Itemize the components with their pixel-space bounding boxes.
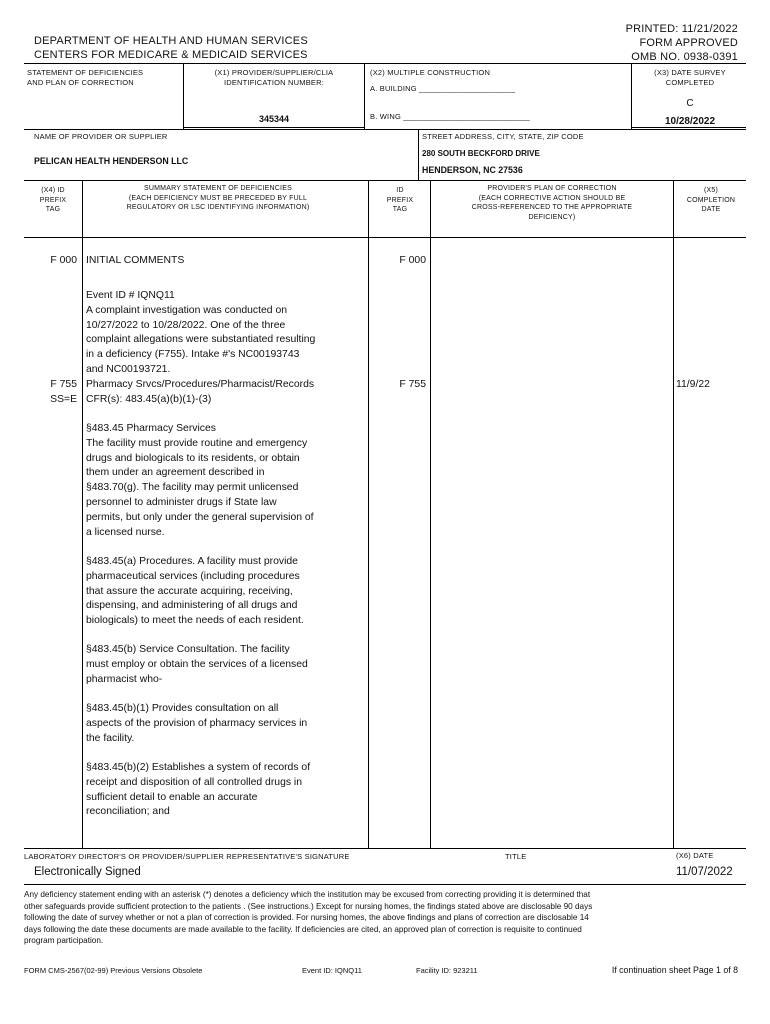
vline-col-tag bbox=[82, 180, 83, 848]
f755-tag: F 755 SS=E bbox=[50, 379, 77, 405]
intro-text: Event ID # IQNQ11 A complaint investigation was conducted on 10/27/2022 to 10/28/2022. One of the three complaint allegations were substantiated resulting in a deficiency (F755). Intake #'s NC00193743 and NC00193721. bbox=[86, 290, 316, 375]
vline-col-summary bbox=[368, 180, 369, 848]
x2-label: (X2) MULTIPLE CONSTRUCTION bbox=[370, 68, 491, 77]
survey-completed-date: 10/28/2022 bbox=[664, 116, 716, 127]
signature-label: LABORATORY DIRECTOR'S OR PROVIDER/SUPPLIER REPRESENTATIVE'S SIGNATURE bbox=[24, 852, 350, 861]
vline-x1 bbox=[183, 63, 184, 129]
address-line2: HENDERSON, NC 27536 bbox=[422, 165, 523, 175]
address-line1: 280 SOUTH BECKFORD DRIVE bbox=[422, 149, 540, 158]
dept-line2: CENTERS FOR MEDICARE & MEDICAID SERVICES bbox=[34, 49, 308, 61]
form-approval-block bbox=[626, 22, 738, 64]
rule-columns-bottom bbox=[24, 237, 746, 238]
paragraph-pharmacy-services: §483.45 Pharmacy Services The facility must provide routine and emergency drugs and biologicals to its residents, or obtain them under an agreement described in §483.70(g). The facility may permit unlicensed personnel to administer drugs if State law permits, but only under the general supervision of a licensed nurse. bbox=[86, 423, 314, 538]
f000-id: F 000 bbox=[399, 255, 426, 266]
department-title bbox=[34, 34, 308, 62]
vline-col-id bbox=[430, 180, 431, 848]
rule-top bbox=[24, 63, 746, 64]
survey-code: C bbox=[686, 98, 694, 109]
rule-signature-top bbox=[24, 848, 746, 849]
form-approved: FORM APPROVED bbox=[639, 37, 738, 49]
f755-completion-date: 11/9/22 bbox=[676, 379, 710, 390]
paragraph-service-consultation: §483.45(b) Service Consultation. The facility must employ or obtain the services of a licensed pharmacist who- bbox=[86, 644, 308, 685]
rule-provider-top bbox=[24, 129, 746, 130]
date-label: (X6) DATE bbox=[676, 851, 714, 860]
page-indicator: If continuation sheet Page 1 of 8 bbox=[611, 965, 738, 975]
wing-line: B. WING _____________________________ bbox=[370, 112, 531, 121]
vline-x2 bbox=[364, 63, 365, 129]
rule-x1-underline bbox=[184, 127, 364, 128]
building-line: A. BUILDING ______________________ bbox=[370, 84, 516, 93]
signature-date: 11/07/2022 bbox=[676, 866, 733, 878]
title-label: TITLE bbox=[505, 852, 527, 861]
printed-date: PRINTED: 11/21/2022 bbox=[625, 23, 738, 35]
f755-title: Pharmacy Srvcs/Procedures/Pharmacist/Records CFR(s): 483.45(a)(b)(1)-(3) bbox=[86, 379, 315, 405]
id-prefix-header: ID PREFIX TAG bbox=[386, 187, 414, 213]
paragraph-consultation: §483.45(b)(1) Provides consultation on all aspects of the provision of pharmacy services in the facility. bbox=[86, 703, 308, 744]
disclaimer-text: Any deficiency statement ending with an asterisk (*) denotes a deficiency which the institution may be excused from correcting providing it is determined that other safeguards provide sufficient protection to the patients . (See instructions.) Except for nursing homes, the findings stated above are disclosable 90 days following the date of survey whether or not a plan of correction is provided. For nursing homes, the above findings and plans of correction are disclosable 14 days following the date these documents are made available to the facility. If deficiencies are cited, an approved plan of correction is requisite to continued program participation. bbox=[24, 890, 593, 945]
dept-line1: DEPARTMENT OF HEALTH AND HUMAN SERVICES bbox=[34, 35, 308, 47]
x4-header: (X4) ID PREFIX TAG bbox=[39, 187, 67, 213]
f000-title: INITIAL COMMENTS bbox=[86, 255, 185, 266]
electronic-signature: Electronically Signed bbox=[34, 866, 141, 878]
rule-signature-bottom bbox=[24, 884, 746, 885]
provider-label: NAME OF PROVIDER OR SUPPLIER bbox=[34, 132, 168, 141]
x5-header: (X5) COMPLETION DATE bbox=[686, 187, 736, 213]
address-label: STREET ADDRESS, CITY, STATE, ZIP CODE bbox=[422, 132, 584, 141]
event-id: Event ID: IQNQ11 bbox=[302, 966, 362, 975]
vline-x3 bbox=[631, 63, 632, 129]
summary-header: SUMMARY STATEMENT OF DEFICIENCIES (EACH DEFICIENCY MUST BE PRECEDED BY FULL REGULATORY OR LSC IDENTIFYING INFORMATION) bbox=[126, 185, 310, 211]
vline-col-plan bbox=[673, 180, 674, 848]
facility-id: Facility ID: 923211 bbox=[416, 966, 478, 975]
plan-header: PROVIDER'S PLAN OF CORRECTION (EACH CORRECTIVE ACTION SHOULD BE CROSS-REFERENCED TO THE APPROPRIATE DEFICIENCY) bbox=[471, 185, 633, 221]
omb-number: OMB NO. 0938-0391 bbox=[631, 51, 738, 63]
provider-name: PELICAN HEALTH HENDERSON LLC bbox=[34, 156, 189, 166]
x1-label: (X1) PROVIDER/SUPPLIER/CLIA IDENTIFICATION NUMBER: bbox=[214, 68, 334, 87]
f000-tag: F 000 bbox=[50, 255, 77, 266]
paragraph-procedures: §483.45(a) Procedures. A facility must provide pharmaceutical services (including procedures that assure the accurate acquiring, receiving, dispensing, and administering of all drugs and biologicals) to meet the needs of each resident. bbox=[86, 556, 304, 627]
form-number: FORM CMS-2567(02-99) Previous Versions Obsolete bbox=[24, 966, 203, 975]
statement-label: STATEMENT OF DEFICIENCIES AND PLAN OF CORRECTION bbox=[27, 68, 144, 87]
vline-address bbox=[418, 129, 419, 180]
provider-id-number: 345344 bbox=[258, 114, 290, 124]
rule-provider-bottom bbox=[24, 180, 746, 181]
f755-id: F 755 bbox=[399, 379, 426, 390]
x3-label: (X3) DATE SURVEY COMPLETED bbox=[654, 68, 726, 87]
rule-x3-underline bbox=[632, 127, 746, 128]
paragraph-records: §483.45(b)(2) Establishes a system of records of receipt and disposition of all controlled drugs in sufficient detail to enable an accurate reconciliation; and bbox=[86, 762, 311, 818]
